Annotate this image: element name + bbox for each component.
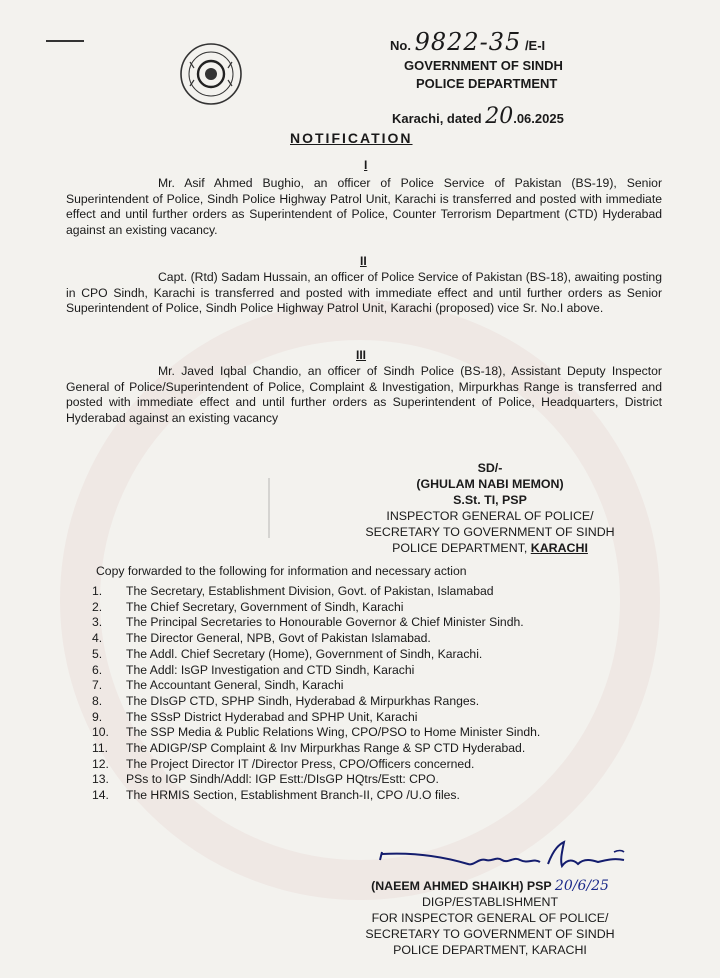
reference-no-label: No. — [390, 38, 411, 53]
recipient-text: The SSsP District Hyderabad and SPHP Unit, Karachi — [126, 709, 418, 724]
recipient-number: 10. — [92, 725, 109, 740]
recipient-item — [92, 741, 540, 757]
recipient-item — [92, 710, 540, 726]
signatory-2-title-1: DIGP/ESTABLISHMENT — [421, 895, 559, 909]
recipient-number: 1. — [92, 584, 103, 598]
date-day-handwritten: 20 — [485, 104, 514, 129]
recipient-number: 7. — [92, 678, 103, 693]
recipient-text: PSs to IGP Sindh/Addl: IGP Estt:/DIsGP HQtrs/Estt: CPO. — [126, 772, 439, 787]
recipient-item — [92, 772, 540, 788]
recipient-number: 6. — [92, 662, 103, 677]
section-text-1: Mr. Asif Ahmed Bughio, an officer of Police Service of Pakistan (BS-19), Senior Superintendent of Police, Sindh Police Highway Patrol Unit, Karachi is transferred and posted with immediate effect and until further orders as Superintendent of Police, Counter Terrorism Department (CTD) Hyderabad against an existing vacancy. — [66, 176, 662, 237]
recipient-text: The Accountant General, Sindh, Karachi — [126, 678, 344, 693]
date-line — [392, 104, 564, 129]
recipient-text: The Principal Secretaries to Honourable Governor & Chief Minister Sindh. — [126, 615, 524, 630]
signatory-1-honors: S.St. TI, PSP — [453, 493, 527, 507]
recipient-text: The Addl. Chief Secretary (Home), Government of Sindh, Karachi. — [126, 646, 483, 661]
recipient-item — [92, 725, 540, 741]
document-title: NOTIFICATION — [290, 130, 413, 146]
recipient-text: The ADIGP/SP Complaint & Inv Mirpurkhas Range & SP CTD Hyderabad. — [126, 741, 526, 756]
recipient-number: 12. — [92, 756, 109, 771]
recipient-text: The HRMIS Section, Establishment Branch-II, CPO /U.O files. — [126, 788, 460, 803]
recipient-item — [92, 600, 540, 616]
recipient-number: 9. — [92, 709, 103, 724]
recipient-number: 13. — [92, 772, 109, 787]
recipient-item — [92, 757, 540, 773]
recipient-list — [92, 584, 540, 804]
section-text-2: Capt. (Rtd) Sadam Hussain, an officer of Police Service of Pakistan (BS-18), awaiting posting in CPO Sindh, Karachi is transferred and posted with immediate effect and until further orders as Senior Superintendent of Police, Sindh Police Highway Patrol Unit, Karachi (proposed) vice Sr. No.I above. — [66, 270, 662, 316]
reference-suffix: /E-I — [524, 38, 546, 53]
recipient-item — [92, 615, 540, 631]
signatory-1-title-1: INSPECTOR GENERAL OF POLICE/ — [386, 509, 594, 523]
recipient-item — [92, 631, 540, 647]
recipient-text: The SSP Media & Public Relations Wing, CPO/PSO to Home Minister Sindh. — [126, 725, 541, 740]
signatory-2-block — [330, 878, 650, 958]
police-seal-icon — [170, 40, 252, 112]
copy-forwarded-line: Copy forwarded to the following for information and necessary action — [96, 564, 467, 578]
date-prefix: Karachi, dated — [392, 111, 482, 126]
signatory-1-dept: POLICE DEPARTMENT, — [392, 541, 528, 555]
recipient-number: 3. — [92, 615, 103, 630]
signatory-1-block — [330, 460, 650, 556]
recipient-item — [92, 663, 540, 679]
signatory-2-name: (NAEEM AHMED SHAIKH) PSP — [371, 879, 552, 893]
recipient-text: The Director General, NPB, Govt of Pakistan Islamabad. — [126, 631, 431, 646]
scan-artifact-line — [268, 478, 270, 538]
recipient-item — [92, 647, 540, 663]
signatory-1-title-2: SECRETARY TO GOVERNMENT OF SINDH — [365, 525, 615, 539]
recipient-number: 11. — [92, 741, 109, 756]
recipient-number: 2. — [92, 599, 103, 614]
recipient-text: The Addl: IsGP Investigation and CTD Sindh, Karachi — [126, 662, 415, 677]
recipient-number: 14. — [92, 788, 109, 803]
recipient-text: The Project Director IT /Director Press, CPO/Officers concerned. — [126, 756, 475, 771]
department-heading: POLICE DEPARTMENT — [416, 76, 558, 91]
recipient-text: The Chief Secretary, Government of Sindh, Karachi — [126, 599, 404, 614]
sd-mark: SD/- — [477, 461, 503, 475]
signatory-1-name: (GHULAM NABI MEMON) — [416, 477, 564, 491]
recipient-item — [92, 678, 540, 694]
section-numeral-1: I — [364, 158, 368, 172]
top-left-dash — [46, 40, 84, 42]
signatory-2-title-3: SECRETARY TO GOVERNMENT OF SINDH — [365, 927, 615, 941]
reference-number-handwritten: 9822-35 — [414, 28, 522, 56]
signatory-1-title-3 — [330, 540, 650, 556]
signatory-2-name-line — [330, 878, 650, 894]
section-numeral-3: III — [356, 348, 367, 362]
recipient-number: 5. — [92, 646, 103, 661]
section-paragraph-3 — [66, 364, 662, 426]
recipient-text: The Secretary, Establishment Division, Govt. of Pakistan, Islamabad — [126, 584, 494, 598]
recipient-item — [92, 788, 540, 804]
government-heading: GOVERNMENT OF SINDH — [404, 58, 563, 73]
reference-number — [390, 28, 545, 56]
signatory-2-title-4: POLICE DEPARTMENT, KARACHI — [393, 943, 587, 957]
signatory-2-date-handwritten: 20/6/25 — [554, 878, 609, 894]
signatory-2-title-2: FOR INSPECTOR GENERAL OF POLICE/ — [371, 911, 609, 925]
recipient-number: 8. — [92, 693, 103, 708]
section-paragraph-2 — [66, 270, 662, 317]
section-text-3: Mr. Javed Iqbal Chandio, an officer of Sindh Police (BS-18), Assistant Deputy Inspector General of Police/Superintendent of Police, Complaint & Investigation, Mirpurkhas Range is transferred and posted with immediate effect and until further orders as Superintendent of Police, Headquarters, District Hyderabad against an existing vacancy — [66, 364, 662, 425]
recipient-item — [92, 584, 540, 600]
recipient-item — [92, 694, 540, 710]
date-suffix: .06.2025 — [513, 111, 564, 126]
section-paragraph-1 — [66, 176, 662, 238]
recipient-text: The DIsGP CTD, SPHP Sindh, Hyderabad & Mirpurkhas Ranges. — [126, 693, 480, 708]
signatory-1-city: KARACHI — [530, 541, 588, 555]
recipient-number: 4. — [92, 631, 103, 646]
section-numeral-2: II — [360, 254, 367, 268]
handwritten-signature-icon — [378, 838, 638, 878]
